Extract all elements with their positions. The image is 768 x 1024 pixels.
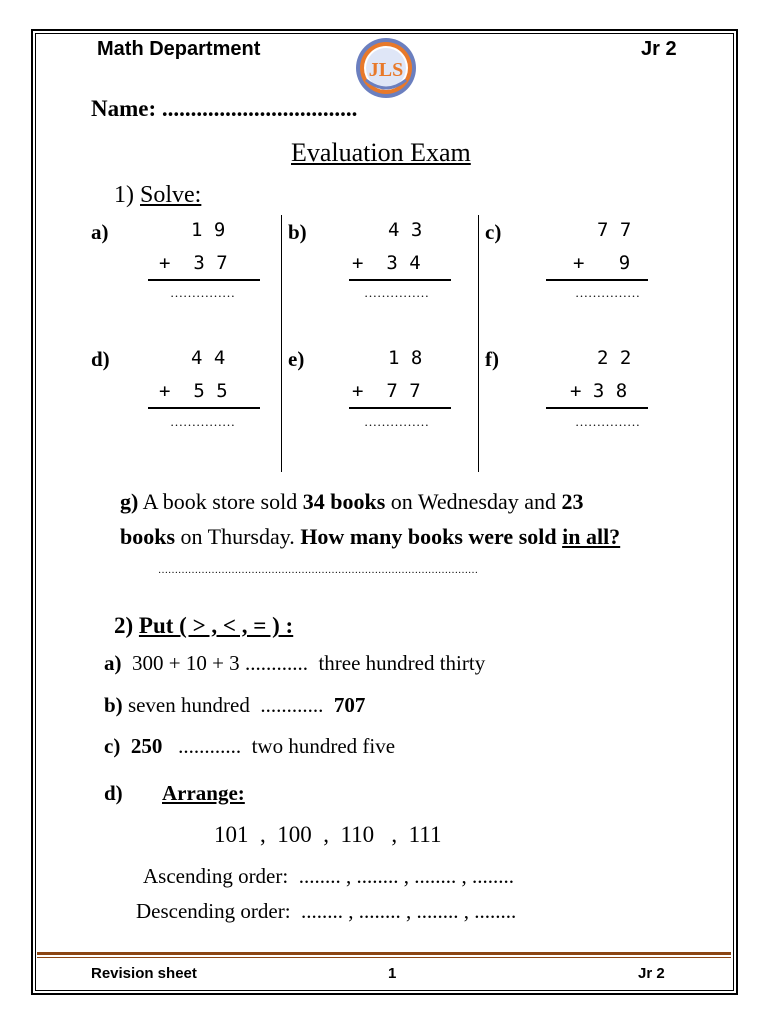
- problem-letter: b): [288, 220, 307, 244]
- problem-letter: g): [120, 489, 139, 514]
- problem-letter: a): [91, 220, 109, 244]
- addend-top: 1 9: [191, 219, 226, 241]
- compare-item: a) 300 + 10 + 3 ............ three hundred thirty: [104, 651, 486, 675]
- footer-rule-thin: [37, 957, 731, 958]
- school-logo: [354, 36, 418, 100]
- answer-blank: ……………: [575, 414, 640, 429]
- compare-item: c) 250 ............ two hundred five: [104, 734, 396, 758]
- name-field-label: Name: ..................................: [91, 96, 358, 121]
- page-title: Evaluation Exam: [291, 138, 471, 167]
- sum-line: [546, 407, 648, 409]
- sum-line: [349, 407, 451, 409]
- sum-line: [148, 279, 260, 281]
- arrange-numbers: 101 , 100 , 110 , 111: [214, 822, 442, 847]
- department-name: Math Department: [97, 38, 261, 60]
- addend-bottom: + 5 5: [159, 380, 228, 402]
- answer-blank: ……………: [364, 285, 429, 300]
- footer-right: Jr 2: [638, 965, 665, 982]
- q2-number: 2): [114, 613, 134, 638]
- addend-bottom: + 7 7: [352, 380, 421, 402]
- problem-letter: d): [91, 347, 110, 371]
- addend-bottom: + 3 4: [352, 252, 421, 274]
- sum-line: [148, 407, 260, 409]
- problem-letter: f): [485, 347, 499, 371]
- sum-line: [349, 279, 451, 281]
- problem-letter: e): [288, 347, 305, 371]
- footer-left: Revision sheet: [91, 965, 197, 982]
- q1-number: 1): [114, 182, 134, 208]
- addend-bottom: + 3 8: [570, 380, 628, 402]
- q2-heading: [114, 613, 293, 639]
- arrange-letter: d): [104, 781, 123, 805]
- answer-blank: ……………: [364, 414, 429, 429]
- addend-top: 2 2: [597, 347, 632, 369]
- q1-heading: [114, 182, 201, 209]
- addend-bottom: + 9: [573, 252, 631, 274]
- column-divider: [281, 215, 282, 472]
- grade-label: Jr 2: [641, 38, 677, 60]
- q1-label: Solve:: [140, 182, 202, 208]
- addend-top: 7 7: [597, 219, 632, 241]
- arrange-label: Arrange:: [162, 781, 245, 805]
- addend-top: 4 4: [191, 347, 226, 369]
- word-problem-answer-blank: ……………………………………………………………………………………: [158, 565, 478, 576]
- sum-line: [546, 279, 648, 281]
- footer-rule: [37, 952, 731, 955]
- word-problem-line-1: g) A book store sold 34 books on Wednesday and 23: [120, 489, 584, 514]
- addend-top: 1 8: [388, 347, 423, 369]
- q2-label: Put ( > , < , = ) :: [138, 613, 294, 638]
- answer-blank: ……………: [170, 414, 235, 429]
- descending-order: Descending order: ........ , ........ , ........ , ........: [136, 899, 517, 923]
- ascending-order: Ascending order: ........ , ........ , ........ , ........: [143, 864, 514, 888]
- word-problem-line-2: books on Thursday. How many books were sold in all?: [120, 524, 621, 549]
- addend-bottom: + 3 7: [159, 252, 228, 274]
- page-number: 1: [388, 965, 397, 982]
- logo-text: JLS: [368, 59, 404, 81]
- column-divider: [478, 215, 479, 472]
- compare-item: b) seven hundred ............ 707: [104, 693, 366, 717]
- addend-top: 4 3: [388, 219, 423, 241]
- answer-blank: ……………: [170, 285, 235, 300]
- problem-letter: c): [485, 220, 502, 244]
- answer-blank: ……………: [575, 285, 640, 300]
